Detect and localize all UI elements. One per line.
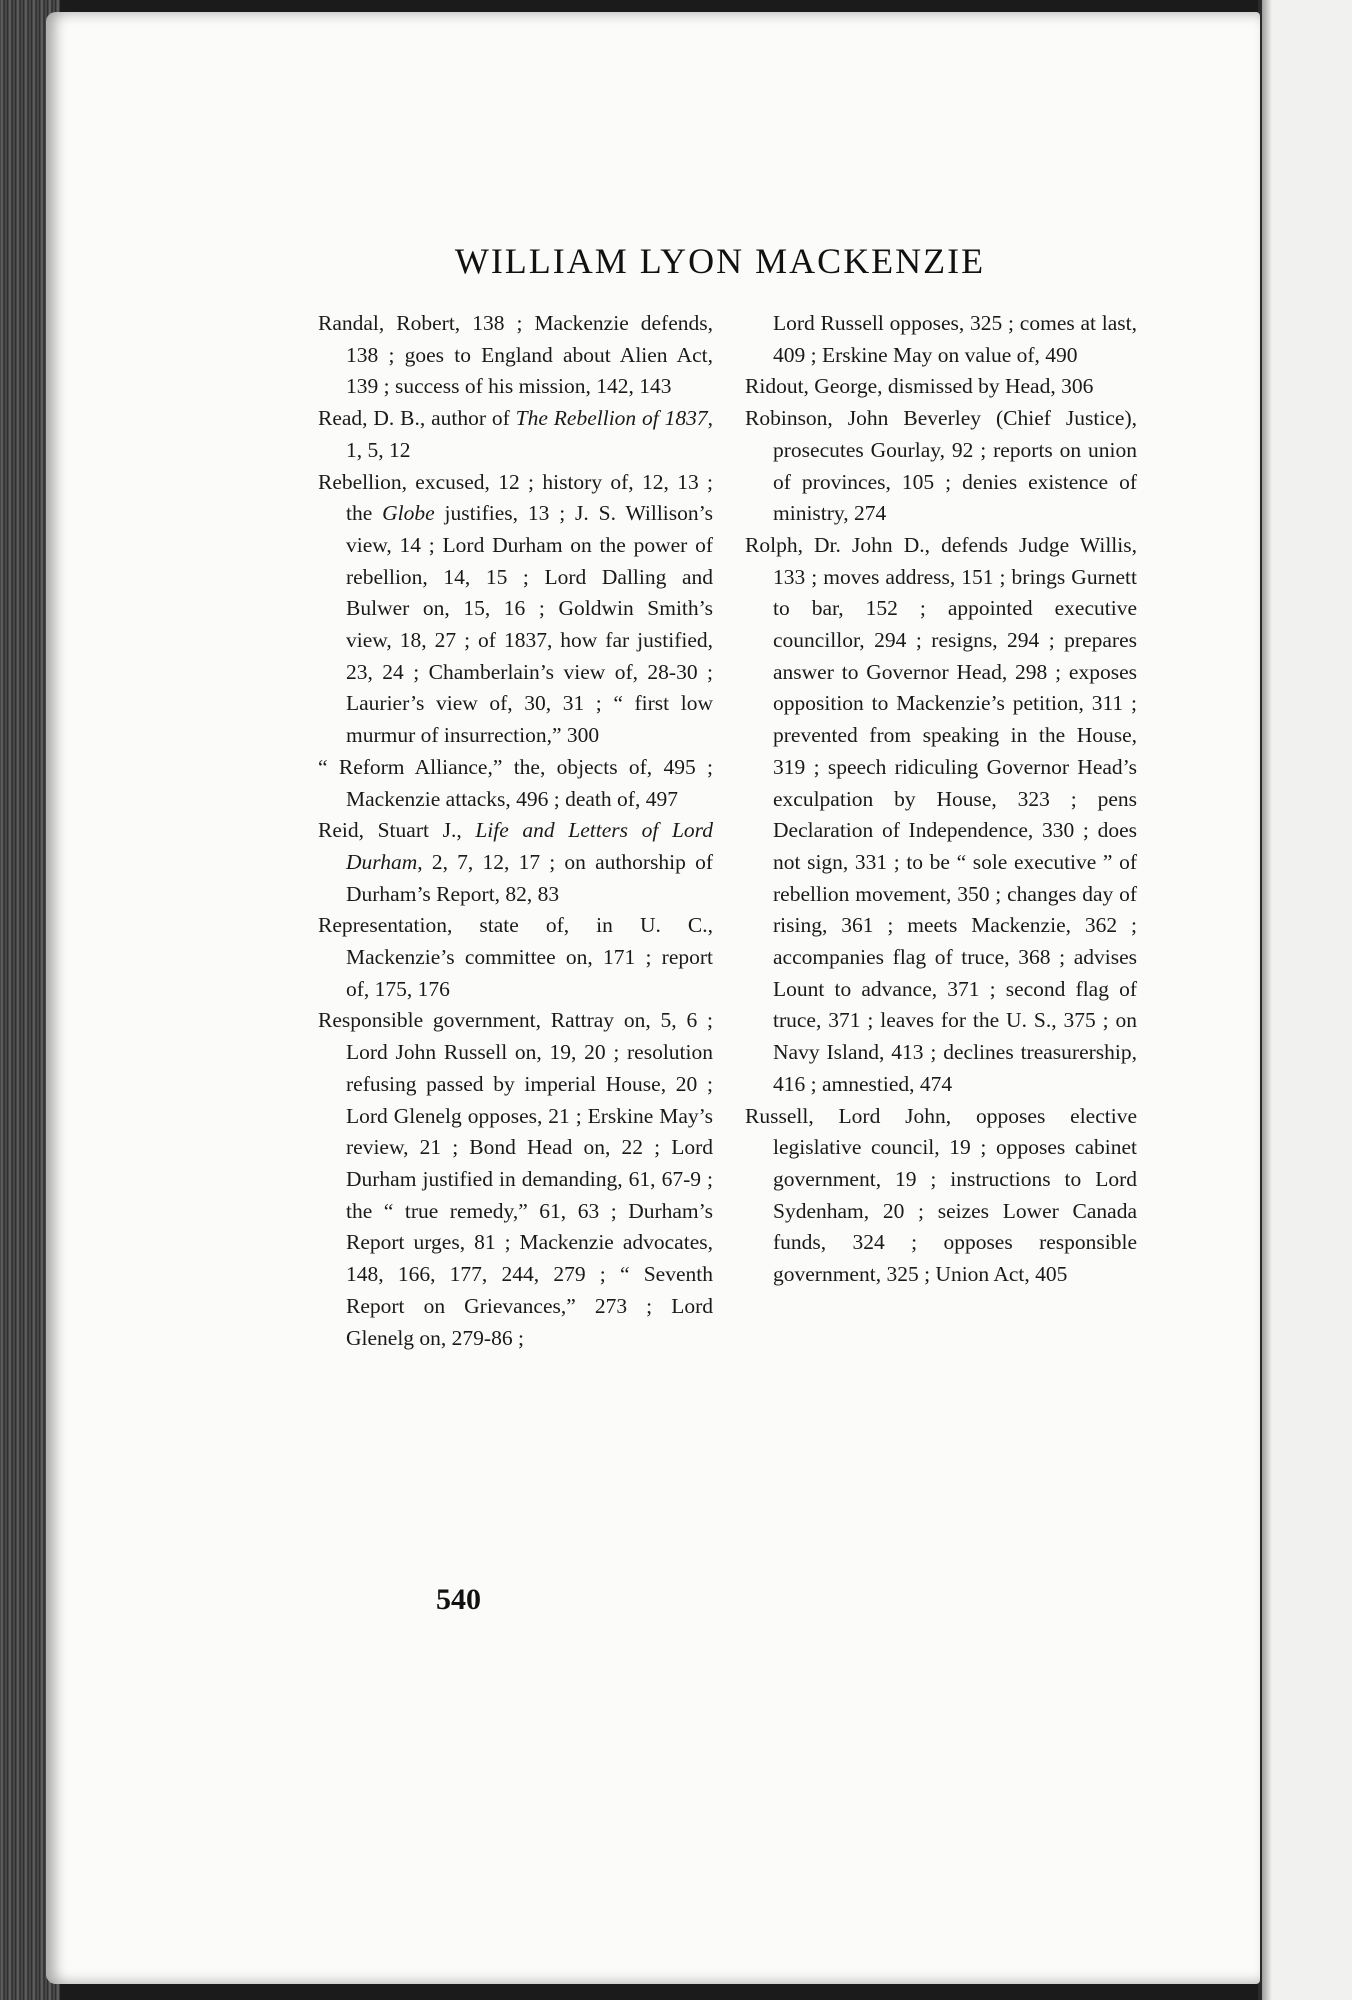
index-entry	[318, 1005, 713, 1354]
entry-text: Russell, Lord John, opposes elective legislative council, 19 ; opposes cabinet government, 19 ; instructions to Lord Sydenham, 20 ; seizes Lower Canada funds, 324 ; opposes responsible government, 325 ; Union Act, 405	[745, 1103, 1137, 1287]
entry-title-italic: Globe	[382, 501, 435, 526]
entry-text: Rebellion, excused, 12 ; history of, 12, 13 ; the	[318, 469, 713, 526]
entry-text: Representation, state of, in U. C., Mackenzie’s committee on, 171 ; report of, 175, 176	[318, 913, 713, 1001]
facing-page-edge	[1258, 0, 1352, 2000]
entry-title-italic: The Rebellion of 1837	[515, 406, 708, 431]
index-entry	[318, 403, 713, 466]
running-head: WILLIAM LYON MACKENZIE	[454, 241, 986, 281]
index-column-right	[745, 308, 1137, 1291]
entry-text: Responsible government, Rattray on, 5, 6 ; Lord John Russell on, 19, 20 ; resolution refusing passed by imperial House, 20 ; Lord Glenelg opposes, 21 ; Erskine May’s review, 21 ; Bond Head on, 22 ; Lord Durham justified in demanding, 61, 67-9 ; the “ true remedy,” 61, 63 ; Durham’s Report urges, 81 ; Mackenzie advocates, 148, 166, 177, 244, 279 ; “ Seventh Report on Grievances,” 273 ; Lord Glenelg on, 279-86 ;	[318, 1008, 713, 1350]
entry-text: Ridout, George, dismissed by Head, 306	[745, 374, 1094, 399]
entry-title-italic: Life and Letters of Lord Durham	[346, 818, 713, 874]
index-column-left	[318, 308, 713, 1354]
index-entry	[318, 467, 713, 752]
entry-text: Randal, Robert, 138 ; Mackenzie defends, 138 ; goes to England about Alien Act, 139 ; success of his mission, 142, 143	[318, 311, 713, 399]
index-entry	[745, 371, 1137, 403]
entry-text: Lord Russell opposes, 325 ; comes at last, 409 ; Erskine May on value of, 490	[773, 311, 1137, 367]
index-entry	[318, 815, 713, 910]
entry-text: Robinson, John Beverley (Chief Justice), prosecutes Gourlay, 92 ; reports on union of provinces, 105 ; denies existence of ministry, 274	[745, 406, 1137, 526]
page-gutter-shadow	[1262, 0, 1272, 2000]
index-entry	[745, 530, 1137, 1101]
index-entry-continuation	[745, 308, 1137, 371]
entry-text: Reid, Stuart J.,	[318, 818, 476, 843]
index-entry	[318, 308, 713, 403]
index-entry	[318, 910, 713, 1005]
entry-text: , 2, 7, 12, 17 ; on authorship of Durham’s Report, 82, 83	[346, 849, 713, 906]
index-entry	[318, 752, 713, 815]
index-entry	[745, 1101, 1137, 1291]
index-entry	[745, 403, 1137, 530]
entry-text: justifies, 13 ; J. S. Willison’s view, 14 ; Lord Durham on the power of rebellion, 14, 15 ; Lord Dalling and Bulwer on, 15, 16 ; Goldwin Smith’s view, 18, 27 ; of 1837, how far justified, 23, 24 ; Chamberlain’s view of, 28-30 ; Laurier’s view of, 30, 31 ; “ first low murmur of insurrection,” 300	[346, 501, 713, 748]
entry-text: “ Reform Alliance,” the, objects of, 495 ; Mackenzie attacks, 496 ; death of, 497	[318, 754, 713, 811]
entry-text: Rolph, Dr. John D., defends Judge Willis, 133 ; moves address, 151 ; brings Gurnett to bar, 152 ; appointed executive councillor, 294 ; resigns, 294 ; prepares answer to Governor Head, 298 ; exposes opposition to Mackenzie’s petition, 311 ; prevented from speaking in the House, 319 ; speech ridiculing Governor Head’s exculpation by House, 323 ; pens Declaration of Independence, 330 ; does not sign, 331 ; to be “ sole executive ” of rebellion movement, 350 ; changes day of rising, 361 ; meets Mackenzie, 362 ; accompanies flag of truce, 368 ; advises Lount to advance, 371 ; second flag of truce, 371 ; leaves for the U. S., 375 ; on Navy Island, 413 ; declines treasurership, 416 ; amnestied, 474	[745, 532, 1137, 1096]
page-number: 540	[436, 1583, 481, 1616]
entry-text: Read, D. B., author of	[318, 406, 516, 431]
entry-text: , 1, 5, 12	[346, 406, 713, 462]
